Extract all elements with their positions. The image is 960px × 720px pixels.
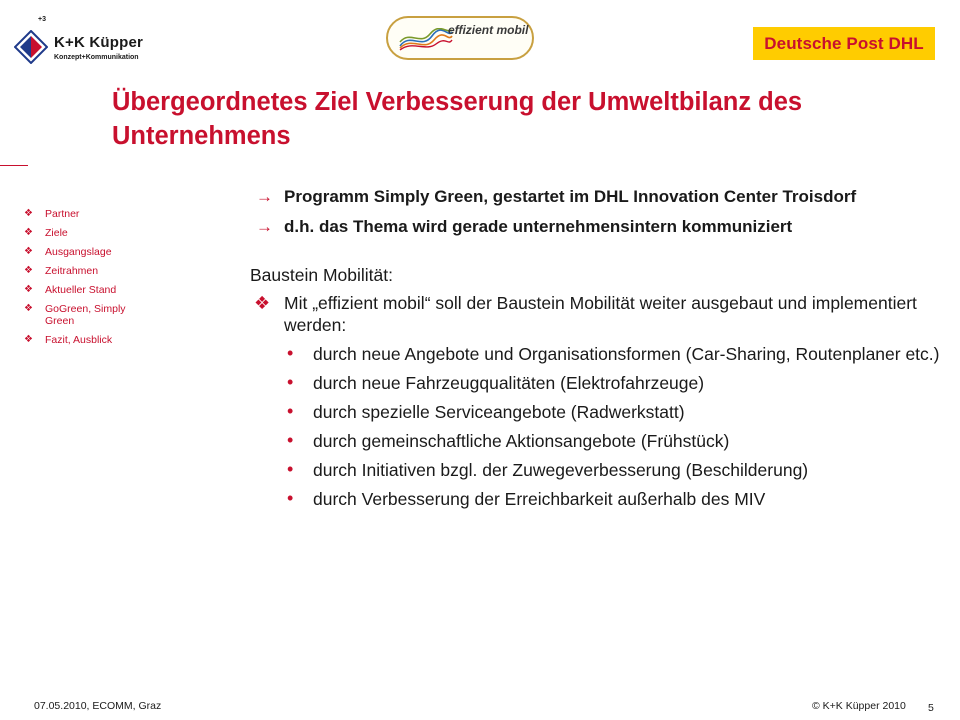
- nav-item-label: Fazit, Ausblick: [45, 334, 113, 346]
- effizient-mobil-logo: [386, 16, 534, 60]
- main-content: [250, 186, 940, 517]
- diamond-bullet-icon: ❖: [24, 334, 33, 345]
- left-divider: [0, 165, 28, 166]
- diamond-bullet-icon: ❖: [254, 293, 271, 313]
- nav-item-label: Zeitrahmen: [45, 265, 99, 277]
- diamond-bullet-icon: ❖: [24, 265, 33, 276]
- dhl-logo-text: Deutsche Post DHL: [764, 33, 924, 53]
- diamond-item-text: Mit „effizient mobil“ soll der Baustein Mobilität weiter ausgebaut und implementiert werden:: [284, 293, 917, 335]
- diamond-bullet-icon: ❖: [24, 284, 33, 295]
- nav-item-partner[interactable]: [24, 208, 164, 220]
- diamond-bullet-icon: ❖: [24, 227, 33, 238]
- sub-list-item: [284, 459, 940, 481]
- footer-copyright: © K+K Küpper 2010: [812, 700, 906, 712]
- bullet-dot-icon: •: [287, 430, 294, 450]
- nav-item-label: Aktueller Stand: [45, 284, 117, 296]
- sidebar-nav: [24, 208, 164, 353]
- bullet-dot-icon: •: [287, 343, 294, 363]
- nav-item-ziele[interactable]: [24, 227, 164, 239]
- bullet-dot-icon: •: [287, 488, 294, 508]
- sub-list-item: [284, 401, 940, 423]
- sub-item-text: durch Initiativen bzgl. der Zuwegeverbesserung (Beschilderung): [313, 460, 809, 480]
- sub-list-item: [284, 372, 940, 394]
- bullet-dot-icon: •: [287, 372, 294, 392]
- arrow-right-icon: →: [256, 217, 273, 236]
- sub-bullet-list: [284, 343, 940, 510]
- sub-item-text: durch spezielle Serviceangebote (Radwerkstatt): [313, 402, 685, 422]
- diamond-bullet-icon: ❖: [24, 246, 33, 257]
- nav-item-gogreen[interactable]: [24, 303, 144, 327]
- sub-list-item: [284, 343, 940, 365]
- sub-item-text: durch gemeinschaftliche Aktionsangebote (Frühstück): [313, 431, 730, 451]
- nav-item-label: Ausgangslage: [45, 246, 112, 258]
- nav-item-aktueller-stand[interactable]: [24, 284, 164, 296]
- page-title: Übergeordnetes Ziel Verbesserung der Umweltbilanz des Unternehmens: [112, 88, 803, 150]
- section-heading: Baustein Mobilität:: [250, 265, 393, 285]
- diamond-bullet-icon: ❖: [24, 303, 33, 314]
- arrow-list-item: [250, 186, 940, 208]
- kk-logo-subtitle: Konzept+Kommunikation: [54, 54, 139, 61]
- footer-date-event: 07.05.2010, ECOMM, Graz: [34, 700, 162, 712]
- nav-item-zeitrahmen[interactable]: [24, 265, 164, 277]
- bullet-dot-icon: •: [287, 459, 294, 479]
- deutsche-post-dhl-logo: [753, 27, 935, 60]
- effizient-mobil-lines-icon: [398, 28, 454, 52]
- nav-item-label: GoGreen, Simply Green: [45, 303, 126, 327]
- bullet-dot-icon: •: [287, 401, 294, 421]
- arrow-item-text: d.h. das Thema wird gerade unternehmensintern kommuniziert: [284, 217, 793, 236]
- sub-item-text: durch Verbesserung der Erreichbarkeit außerhalb des MIV: [313, 489, 766, 509]
- sub-item-text: durch neue Angebote und Organisationsformen (Car-Sharing, Routenplaner etc.): [313, 344, 940, 364]
- kk-kuepper-logo: [14, 14, 164, 66]
- nav-item-fazit[interactable]: [24, 334, 164, 346]
- diamond-bullet-icon: ❖: [24, 208, 33, 219]
- nav-item-label: Partner: [45, 208, 80, 220]
- kk-mark-label: +3: [38, 16, 46, 23]
- diamond-list-item: [250, 292, 940, 336]
- sub-list-item: [284, 488, 940, 510]
- kk-diamond-icon: [14, 30, 48, 64]
- nav-item-label: Ziele: [45, 227, 68, 239]
- arrow-item-text: Programm Simply Green, gestartet im DHL Innovation Center Troisdorf: [284, 187, 857, 206]
- effizient-mobil-text: effizient mobil: [448, 23, 529, 37]
- kk-logo-name: K+K Küpper: [54, 34, 144, 51]
- sub-item-text: durch neue Fahrzeugqualitäten (Elektrofahrzeuge): [313, 373, 705, 393]
- arrow-list-item: [250, 216, 940, 238]
- sub-list-item: [284, 430, 940, 452]
- nav-item-ausgangslage[interactable]: [24, 246, 164, 258]
- arrow-right-icon: →: [256, 187, 273, 206]
- page-number: 5: [928, 702, 934, 714]
